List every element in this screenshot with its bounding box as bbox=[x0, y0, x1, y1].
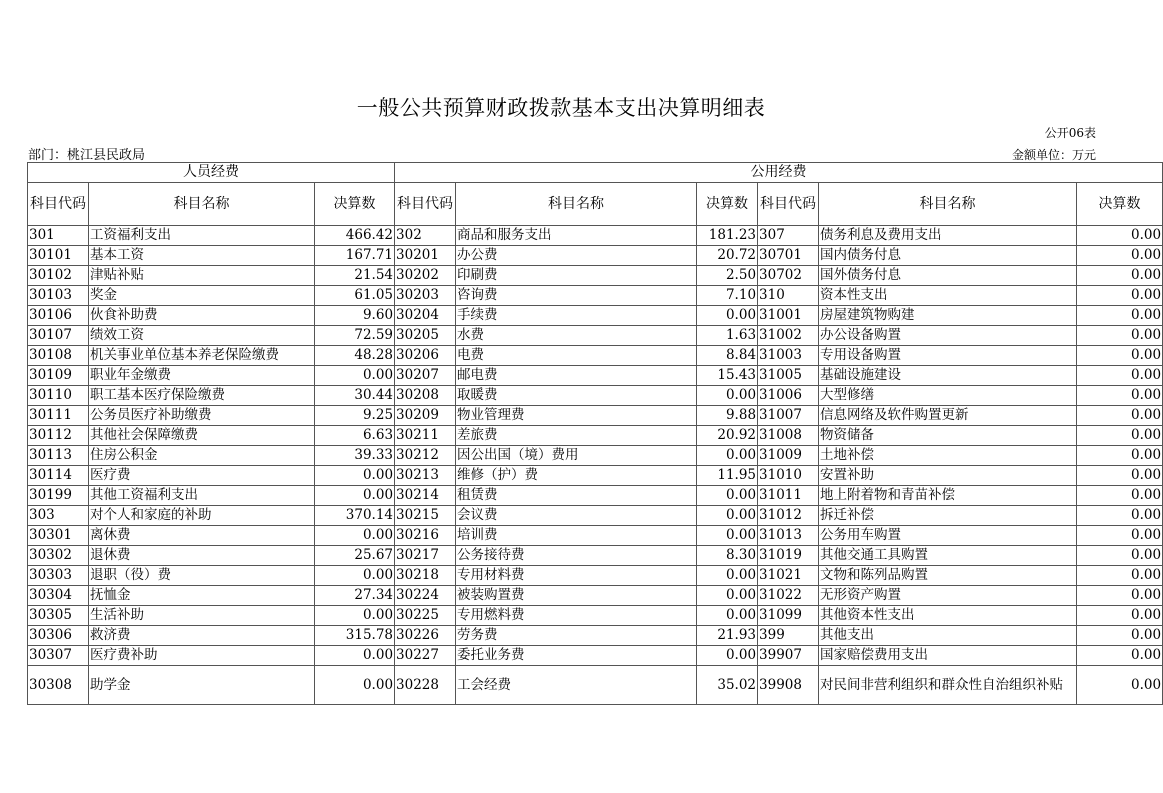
goods-code-cell: 30211 bbox=[395, 426, 456, 446]
personnel-code-cell: 30305 bbox=[28, 606, 89, 626]
personnel-name-cell: 伙食补助费 bbox=[89, 306, 315, 326]
other-code-cell: 307 bbox=[758, 226, 819, 246]
other-amount-cell: 0.00 bbox=[1077, 246, 1163, 266]
column-header-amount: 决算数 bbox=[315, 183, 395, 226]
personnel-name-cell: 对个人和家庭的补助 bbox=[89, 506, 315, 526]
other-code-cell: 31008 bbox=[758, 426, 819, 446]
personnel-name-cell: 津贴补贴 bbox=[89, 266, 315, 286]
other-name-cell: 国外债务付息 bbox=[819, 266, 1077, 286]
other-amount-cell: 0.00 bbox=[1077, 466, 1163, 486]
column-header-amount: 决算数 bbox=[697, 183, 758, 226]
personnel-amount-cell: 72.59 bbox=[315, 326, 395, 346]
column-header-amount: 决算数 bbox=[1077, 183, 1163, 226]
personnel-name-cell: 住房公积金 bbox=[89, 446, 315, 466]
table-row bbox=[28, 446, 1163, 466]
table-row bbox=[28, 406, 1163, 426]
personnel-name-cell: 公务员医疗补助缴费 bbox=[89, 406, 315, 426]
personnel-code-cell: 30111 bbox=[28, 406, 89, 426]
personnel-code-cell: 30114 bbox=[28, 466, 89, 486]
personnel-name-cell: 医疗费 bbox=[89, 466, 315, 486]
other-name-cell: 土地补偿 bbox=[819, 446, 1077, 466]
other-name-cell: 国家赔偿费用支出 bbox=[819, 646, 1077, 666]
personnel-name-cell: 助学金 bbox=[89, 666, 315, 705]
goods-amount-cell: 11.95 bbox=[697, 466, 758, 486]
personnel-amount-cell: 0.00 bbox=[315, 366, 395, 386]
other-code-cell: 31022 bbox=[758, 586, 819, 606]
table-row bbox=[28, 606, 1163, 626]
other-amount-cell: 0.00 bbox=[1077, 406, 1163, 426]
goods-code-cell: 30208 bbox=[395, 386, 456, 406]
goods-code-cell: 30218 bbox=[395, 566, 456, 586]
other-code-cell: 31001 bbox=[758, 306, 819, 326]
other-amount-cell: 0.00 bbox=[1077, 666, 1163, 705]
personnel-code-cell: 30109 bbox=[28, 366, 89, 386]
personnel-code-cell: 30113 bbox=[28, 446, 89, 466]
personnel-amount-cell: 167.71 bbox=[315, 246, 395, 266]
column-header-code: 科目代码 bbox=[758, 183, 819, 226]
personnel-name-cell: 生活补助 bbox=[89, 606, 315, 626]
goods-name-cell: 委托业务费 bbox=[456, 646, 697, 666]
personnel-group-header: 人员经费 bbox=[28, 163, 395, 183]
table-row bbox=[28, 466, 1163, 486]
goods-code-cell: 30201 bbox=[395, 246, 456, 266]
other-name-cell: 专用设备购置 bbox=[819, 346, 1077, 366]
personnel-name-cell: 工资福利支出 bbox=[89, 226, 315, 246]
table-row bbox=[28, 526, 1163, 546]
amount-unit-label: 金额单位：万元 bbox=[1011, 148, 1096, 162]
other-amount-cell: 0.00 bbox=[1077, 366, 1163, 386]
goods-code-cell: 302 bbox=[395, 226, 456, 246]
goods-name-cell: 手续费 bbox=[456, 306, 697, 326]
personnel-code-cell: 30112 bbox=[28, 426, 89, 446]
personnel-name-cell: 退休费 bbox=[89, 546, 315, 566]
page-title: 一般公共预算财政拨款基本支出决算明细表 bbox=[356, 96, 766, 120]
other-code-cell: 31011 bbox=[758, 486, 819, 506]
personnel-name-cell: 抚恤金 bbox=[89, 586, 315, 606]
goods-name-cell: 专用燃料费 bbox=[456, 606, 697, 626]
other-name-cell: 地上附着物和青苗补偿 bbox=[819, 486, 1077, 506]
other-code-cell: 39908 bbox=[758, 666, 819, 705]
goods-amount-cell: 0.00 bbox=[697, 526, 758, 546]
table-row bbox=[28, 626, 1163, 646]
other-code-cell: 31012 bbox=[758, 506, 819, 526]
goods-name-cell: 取暖费 bbox=[456, 386, 697, 406]
personnel-amount-cell: 9.60 bbox=[315, 306, 395, 326]
goods-amount-cell: 0.00 bbox=[697, 486, 758, 506]
personnel-amount-cell: 0.00 bbox=[315, 606, 395, 626]
personnel-amount-cell: 61.05 bbox=[315, 286, 395, 306]
other-code-cell: 31002 bbox=[758, 326, 819, 346]
personnel-amount-cell: 27.34 bbox=[315, 586, 395, 606]
goods-amount-cell: 15.43 bbox=[697, 366, 758, 386]
column-header-name: 科目名称 bbox=[456, 183, 697, 226]
goods-name-cell: 办公费 bbox=[456, 246, 697, 266]
table-row bbox=[28, 246, 1163, 266]
goods-code-cell: 30202 bbox=[395, 266, 456, 286]
personnel-amount-cell: 21.54 bbox=[315, 266, 395, 286]
personnel-amount-cell: 0.00 bbox=[315, 526, 395, 546]
other-code-cell: 31006 bbox=[758, 386, 819, 406]
personnel-name-cell: 绩效工资 bbox=[89, 326, 315, 346]
goods-code-cell: 30209 bbox=[395, 406, 456, 426]
personnel-code-cell: 30110 bbox=[28, 386, 89, 406]
goods-name-cell: 培训费 bbox=[456, 526, 697, 546]
other-name-cell: 国内债务付息 bbox=[819, 246, 1077, 266]
table-row bbox=[28, 546, 1163, 566]
form-number: 公开06表 bbox=[1044, 126, 1096, 140]
goods-amount-cell: 20.92 bbox=[697, 426, 758, 446]
personnel-name-cell: 奖金 bbox=[89, 286, 315, 306]
column-header-name: 科目名称 bbox=[819, 183, 1077, 226]
table-row bbox=[28, 266, 1163, 286]
goods-amount-cell: 35.02 bbox=[697, 666, 758, 705]
goods-amount-cell: 0.00 bbox=[697, 306, 758, 326]
other-code-cell: 31003 bbox=[758, 346, 819, 366]
goods-name-cell: 租赁费 bbox=[456, 486, 697, 506]
goods-amount-cell: 2.50 bbox=[697, 266, 758, 286]
goods-name-cell: 专用材料费 bbox=[456, 566, 697, 586]
goods-code-cell: 30205 bbox=[395, 326, 456, 346]
table-row bbox=[28, 426, 1163, 446]
goods-code-cell: 30216 bbox=[395, 526, 456, 546]
other-amount-cell: 0.00 bbox=[1077, 566, 1163, 586]
personnel-code-cell: 30304 bbox=[28, 586, 89, 606]
personnel-name-cell: 其他社会保障缴费 bbox=[89, 426, 315, 446]
goods-code-cell: 30228 bbox=[395, 666, 456, 705]
other-name-cell: 信息网络及软件购置更新 bbox=[819, 406, 1077, 426]
personnel-amount-cell: 0.00 bbox=[315, 666, 395, 705]
other-amount-cell: 0.00 bbox=[1077, 446, 1163, 466]
goods-amount-cell: 0.00 bbox=[697, 446, 758, 466]
other-amount-cell: 0.00 bbox=[1077, 646, 1163, 666]
goods-code-cell: 30227 bbox=[395, 646, 456, 666]
other-code-cell: 399 bbox=[758, 626, 819, 646]
goods-amount-cell: 0.00 bbox=[697, 646, 758, 666]
goods-name-cell: 公务接待费 bbox=[456, 546, 697, 566]
other-amount-cell: 0.00 bbox=[1077, 546, 1163, 566]
table-row bbox=[28, 286, 1163, 306]
goods-code-cell: 30212 bbox=[395, 446, 456, 466]
other-code-cell: 30701 bbox=[758, 246, 819, 266]
other-amount-cell: 0.00 bbox=[1077, 506, 1163, 526]
goods-name-cell: 物业管理费 bbox=[456, 406, 697, 426]
goods-code-cell: 30214 bbox=[395, 486, 456, 506]
personnel-amount-cell: 39.33 bbox=[315, 446, 395, 466]
table-row bbox=[28, 646, 1163, 666]
other-name-cell: 办公设备购置 bbox=[819, 326, 1077, 346]
other-code-cell: 31005 bbox=[758, 366, 819, 386]
goods-amount-cell: 8.30 bbox=[697, 546, 758, 566]
personnel-amount-cell: 0.00 bbox=[315, 466, 395, 486]
table-row bbox=[28, 386, 1163, 406]
table-row bbox=[28, 506, 1163, 526]
goods-amount-cell: 20.72 bbox=[697, 246, 758, 266]
other-name-cell: 其他资本性支出 bbox=[819, 606, 1077, 626]
goods-amount-cell: 0.00 bbox=[697, 586, 758, 606]
other-code-cell: 31021 bbox=[758, 566, 819, 586]
other-amount-cell: 0.00 bbox=[1077, 526, 1163, 546]
personnel-code-cell: 30107 bbox=[28, 326, 89, 346]
personnel-code-cell: 303 bbox=[28, 506, 89, 526]
goods-name-cell: 被装购置费 bbox=[456, 586, 697, 606]
other-name-cell: 公务用车购置 bbox=[819, 526, 1077, 546]
other-amount-cell: 0.00 bbox=[1077, 626, 1163, 646]
other-amount-cell: 0.00 bbox=[1077, 586, 1163, 606]
goods-code-cell: 30213 bbox=[395, 466, 456, 486]
table-row bbox=[28, 566, 1163, 586]
goods-name-cell: 会议费 bbox=[456, 506, 697, 526]
personnel-amount-cell: 0.00 bbox=[315, 646, 395, 666]
table-row bbox=[28, 486, 1163, 506]
table-row bbox=[28, 226, 1163, 246]
other-code-cell: 31007 bbox=[758, 406, 819, 426]
personnel-code-cell: 30103 bbox=[28, 286, 89, 306]
table-body bbox=[28, 226, 1163, 705]
goods-code-cell: 30203 bbox=[395, 286, 456, 306]
goods-amount-cell: 181.23 bbox=[697, 226, 758, 246]
other-code-cell: 31019 bbox=[758, 546, 819, 566]
personnel-code-cell: 30108 bbox=[28, 346, 89, 366]
other-amount-cell: 0.00 bbox=[1077, 486, 1163, 506]
goods-code-cell: 30226 bbox=[395, 626, 456, 646]
other-name-cell: 无形资产购置 bbox=[819, 586, 1077, 606]
other-amount-cell: 0.00 bbox=[1077, 426, 1163, 446]
goods-name-cell: 水费 bbox=[456, 326, 697, 346]
goods-amount-cell: 9.88 bbox=[697, 406, 758, 426]
goods-name-cell: 因公出国（境）费用 bbox=[456, 446, 697, 466]
goods-name-cell: 印刷费 bbox=[456, 266, 697, 286]
personnel-name-cell: 职业年金缴费 bbox=[89, 366, 315, 386]
table-row bbox=[28, 306, 1163, 326]
table-row bbox=[28, 366, 1163, 386]
other-name-cell: 债务利息及费用支出 bbox=[819, 226, 1077, 246]
personnel-amount-cell: 0.00 bbox=[315, 566, 395, 586]
personnel-code-cell: 30302 bbox=[28, 546, 89, 566]
personnel-name-cell: 基本工资 bbox=[89, 246, 315, 266]
personnel-amount-cell: 370.14 bbox=[315, 506, 395, 526]
personnel-amount-cell: 30.44 bbox=[315, 386, 395, 406]
other-name-cell: 对民间非营利组织和群众性自治组织补贴 bbox=[819, 666, 1077, 705]
table-row bbox=[28, 666, 1163, 705]
goods-amount-cell: 0.00 bbox=[697, 506, 758, 526]
other-name-cell: 物资储备 bbox=[819, 426, 1077, 446]
personnel-amount-cell: 48.28 bbox=[315, 346, 395, 366]
other-amount-cell: 0.00 bbox=[1077, 266, 1163, 286]
other-code-cell: 31013 bbox=[758, 526, 819, 546]
table-row bbox=[28, 586, 1163, 606]
goods-code-cell: 30225 bbox=[395, 606, 456, 626]
personnel-code-cell: 30106 bbox=[28, 306, 89, 326]
other-name-cell: 拆迁补偿 bbox=[819, 506, 1077, 526]
personnel-name-cell: 机关事业单位基本养老保险缴费 bbox=[89, 346, 315, 366]
goods-code-cell: 30206 bbox=[395, 346, 456, 366]
other-amount-cell: 0.00 bbox=[1077, 606, 1163, 626]
personnel-name-cell: 救济费 bbox=[89, 626, 315, 646]
goods-amount-cell: 0.00 bbox=[697, 606, 758, 626]
goods-name-cell: 维修（护）费 bbox=[456, 466, 697, 486]
goods-code-cell: 30215 bbox=[395, 506, 456, 526]
personnel-code-cell: 30301 bbox=[28, 526, 89, 546]
personnel-name-cell: 退职（役）费 bbox=[89, 566, 315, 586]
goods-name-cell: 电费 bbox=[456, 346, 697, 366]
personnel-code-cell: 30199 bbox=[28, 486, 89, 506]
department-label: 部门：桃江县民政局 bbox=[28, 148, 146, 163]
personnel-code-cell: 30308 bbox=[28, 666, 89, 705]
goods-amount-cell: 8.84 bbox=[697, 346, 758, 366]
personnel-code-cell: 30307 bbox=[28, 646, 89, 666]
other-name-cell: 基础设施建设 bbox=[819, 366, 1077, 386]
column-header-code: 科目代码 bbox=[395, 183, 456, 226]
personnel-amount-cell: 25.67 bbox=[315, 546, 395, 566]
goods-amount-cell: 0.00 bbox=[697, 386, 758, 406]
other-name-cell: 其他支出 bbox=[819, 626, 1077, 646]
personnel-amount-cell: 6.63 bbox=[315, 426, 395, 446]
personnel-code-cell: 30306 bbox=[28, 626, 89, 646]
other-name-cell: 文物和陈列品购置 bbox=[819, 566, 1077, 586]
personnel-code-cell: 301 bbox=[28, 226, 89, 246]
other-code-cell: 31010 bbox=[758, 466, 819, 486]
personnel-amount-cell: 315.78 bbox=[315, 626, 395, 646]
other-name-cell: 资本性支出 bbox=[819, 286, 1077, 306]
other-amount-cell: 0.00 bbox=[1077, 346, 1163, 366]
other-code-cell: 31099 bbox=[758, 606, 819, 626]
goods-name-cell: 咨询费 bbox=[456, 286, 697, 306]
personnel-name-cell: 离休费 bbox=[89, 526, 315, 546]
goods-amount-cell: 0.00 bbox=[697, 566, 758, 586]
personnel-amount-cell: 9.25 bbox=[315, 406, 395, 426]
expenditure-table bbox=[27, 162, 1163, 705]
personnel-code-cell: 30303 bbox=[28, 566, 89, 586]
other-code-cell: 30702 bbox=[758, 266, 819, 286]
other-name-cell: 大型修缮 bbox=[819, 386, 1077, 406]
personnel-name-cell: 其他工资福利支出 bbox=[89, 486, 315, 506]
goods-amount-cell: 21.93 bbox=[697, 626, 758, 646]
goods-amount-cell: 7.10 bbox=[697, 286, 758, 306]
goods-code-cell: 30207 bbox=[395, 366, 456, 386]
personnel-name-cell: 医疗费补助 bbox=[89, 646, 315, 666]
other-code-cell: 39907 bbox=[758, 646, 819, 666]
other-name-cell: 其他交通工具购置 bbox=[819, 546, 1077, 566]
goods-code-cell: 30204 bbox=[395, 306, 456, 326]
other-name-cell: 房屋建筑物购建 bbox=[819, 306, 1077, 326]
other-code-cell: 310 bbox=[758, 286, 819, 306]
personnel-amount-cell: 466.42 bbox=[315, 226, 395, 246]
goods-name-cell: 商品和服务支出 bbox=[456, 226, 697, 246]
column-header-code: 科目代码 bbox=[28, 183, 89, 226]
column-header-name: 科目名称 bbox=[89, 183, 315, 226]
personnel-code-cell: 30102 bbox=[28, 266, 89, 286]
table-row bbox=[28, 346, 1163, 366]
other-amount-cell: 0.00 bbox=[1077, 306, 1163, 326]
personnel-name-cell: 职工基本医疗保险缴费 bbox=[89, 386, 315, 406]
goods-name-cell: 邮电费 bbox=[456, 366, 697, 386]
goods-name-cell: 劳务费 bbox=[456, 626, 697, 646]
goods-name-cell: 工会经费 bbox=[456, 666, 697, 705]
goods-amount-cell: 1.63 bbox=[697, 326, 758, 346]
goods-code-cell: 30217 bbox=[395, 546, 456, 566]
other-code-cell: 31009 bbox=[758, 446, 819, 466]
goods-name-cell: 差旅费 bbox=[456, 426, 697, 446]
other-amount-cell: 0.00 bbox=[1077, 226, 1163, 246]
personnel-amount-cell: 0.00 bbox=[315, 486, 395, 506]
table-row bbox=[28, 326, 1163, 346]
public-group-header: 公用经费 bbox=[395, 163, 1163, 183]
other-amount-cell: 0.00 bbox=[1077, 326, 1163, 346]
personnel-code-cell: 30101 bbox=[28, 246, 89, 266]
other-amount-cell: 0.00 bbox=[1077, 386, 1163, 406]
goods-code-cell: 30224 bbox=[395, 586, 456, 606]
other-name-cell: 安置补助 bbox=[819, 466, 1077, 486]
other-amount-cell: 0.00 bbox=[1077, 286, 1163, 306]
